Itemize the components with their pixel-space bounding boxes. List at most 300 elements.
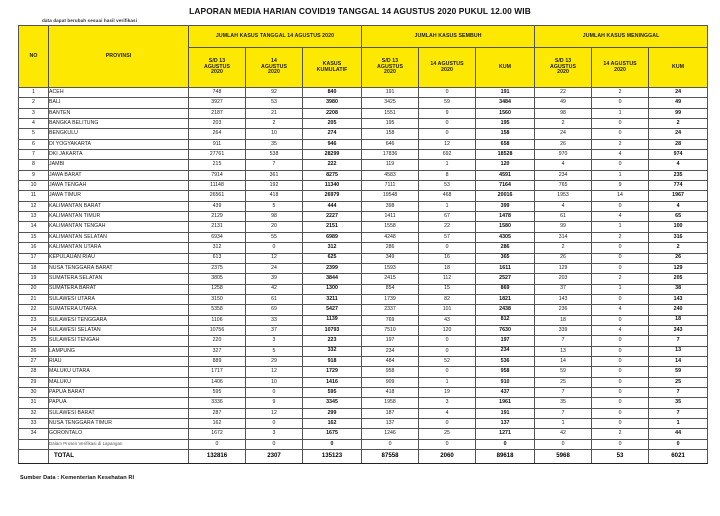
cell-value: 92 (246, 88, 303, 98)
cell-provinsi: KALIMANTAN TIMUR (49, 212, 189, 222)
cell-value: 0 (592, 346, 649, 356)
cell-no (19, 439, 49, 449)
cell-value: 235 (649, 170, 708, 180)
source-note: Sumber Data : Kementerian Kesehatan RI (20, 475, 135, 482)
cell-value: 35 (535, 398, 592, 408)
sub-column-header-3: S/D 13 AGUSTUS 2020 (362, 48, 419, 88)
cell-value: 234 (476, 346, 535, 356)
cell-value: 0 (303, 439, 362, 449)
cell-value: 274 (303, 129, 362, 139)
cell-no: 5 (19, 129, 49, 139)
cell-value: 1560 (476, 108, 535, 118)
cell-total: 2307 (246, 450, 303, 464)
cell-value: 38 (649, 284, 708, 294)
cell-value: 15 (419, 284, 476, 294)
cell-value: 484 (362, 356, 419, 366)
cell-total: 2060 (419, 450, 476, 464)
cell-value: 349 (362, 253, 419, 263)
cell-value: 1 (592, 108, 649, 118)
cell-value: 55 (246, 232, 303, 242)
cell-value: 4 (592, 305, 649, 315)
table-row (19, 170, 708, 180)
cell-provinsi: PAPUA BARAT (49, 387, 189, 397)
sub-column-header-1: 14 AGUSTUS 2020 (246, 48, 303, 88)
cell-value: 222 (303, 160, 362, 170)
cell-value: 129 (649, 263, 708, 273)
cell-value: 18 (419, 263, 476, 273)
cell-value: 3805 (189, 274, 246, 284)
cell-value: 120 (419, 325, 476, 335)
sub-column-header-5: KUM (476, 48, 535, 88)
cell-value: 42 (535, 429, 592, 439)
table-row (19, 98, 708, 108)
cell-no: 29 (19, 377, 49, 387)
cell-value: 191 (362, 88, 419, 98)
cell-value: 215 (189, 160, 246, 170)
cell-value: 158 (362, 129, 419, 139)
cell-value: 0 (649, 439, 708, 449)
cell-value: 418 (362, 387, 419, 397)
cell-no: 24 (19, 325, 49, 335)
cell-value: 958 (476, 367, 535, 377)
cell-value: 18 (535, 315, 592, 325)
cell-value: 2 (535, 119, 592, 129)
cell-no: 18 (19, 263, 49, 273)
cell-value: 82 (419, 294, 476, 304)
cell-value: 0 (419, 346, 476, 356)
cell-value: 2 (246, 119, 303, 129)
table-row (19, 325, 708, 335)
cell-value: 192 (246, 181, 303, 191)
table-row (19, 419, 708, 429)
cell-value: 0 (592, 367, 649, 377)
cell-value: 2337 (362, 305, 419, 315)
table-row (19, 232, 708, 242)
cell-value: 7111 (362, 181, 419, 191)
cell-value: 98 (535, 108, 592, 118)
cell-value: 2 (592, 429, 649, 439)
cell-no: 15 (19, 232, 49, 242)
cell-value: 28 (649, 139, 708, 149)
cell-value: 0 (476, 439, 535, 449)
cell-value: 57 (419, 232, 476, 242)
cell-value: 25 (535, 377, 592, 387)
cell-value: 52 (419, 356, 476, 366)
cell-value: 1271 (476, 429, 535, 439)
cell-value: 365 (476, 253, 535, 263)
cell-provinsi: MALUKU UTARA (49, 367, 189, 377)
cell-provinsi: JAWA BARAT (49, 170, 189, 180)
cell-value: 439 (189, 201, 246, 211)
table-row (19, 377, 708, 387)
cell-value: 9 (246, 398, 303, 408)
cell-value: 0 (592, 119, 649, 129)
cell-value: 14 (649, 356, 708, 366)
cell-value: 2527 (476, 274, 535, 284)
cell-value: 0 (592, 294, 649, 304)
cell-value: 9 (419, 108, 476, 118)
cell-value: 3927 (189, 98, 246, 108)
cell-no (19, 450, 49, 464)
cell-value: 3336 (189, 398, 246, 408)
cell-value: 26 (649, 253, 708, 263)
cell-value: 61 (246, 294, 303, 304)
cell-value: 748 (189, 88, 246, 98)
cell-value: 0 (419, 119, 476, 129)
cell-value: 1300 (303, 284, 362, 294)
sub-column-header-6: S/D 13 AGUSTUS 2020 (535, 48, 592, 88)
cell-value: 5358 (189, 305, 246, 315)
cell-value: 1611 (476, 263, 535, 273)
cell-value: 1 (592, 170, 649, 180)
cell-no: 6 (19, 139, 49, 149)
cell-value: 234 (535, 170, 592, 180)
cell-value: 0 (419, 367, 476, 377)
cell-no: 11 (19, 191, 49, 201)
cell-value: 299 (303, 408, 362, 418)
cell-value: 0 (592, 243, 649, 253)
cell-value: 39 (246, 274, 303, 284)
cell-value: 1672 (189, 429, 246, 439)
cell-value: 974 (649, 150, 708, 160)
cell-value: 2415 (362, 274, 419, 284)
cell-value: 16 (419, 253, 476, 263)
cell-value: 7 (649, 336, 708, 346)
cell-value: 4 (419, 408, 476, 418)
cell-value: 1967 (649, 191, 708, 201)
cell-value: 1717 (189, 367, 246, 377)
cell-value: 26 (535, 139, 592, 149)
cell-value: 0 (246, 439, 303, 449)
cell-value: 0 (592, 439, 649, 449)
cell-total: 87558 (362, 450, 419, 464)
cell-value: 7 (246, 160, 303, 170)
cell-value: 4248 (362, 232, 419, 242)
cell-value: 191 (476, 408, 535, 418)
cell-value: 4 (535, 160, 592, 170)
cell-no: 8 (19, 160, 49, 170)
sub-column-header-8: KUM (649, 48, 708, 88)
cell-value: 0 (592, 408, 649, 418)
cell-value: 0 (189, 439, 246, 449)
cell-value: 195 (362, 119, 419, 129)
cell-total: 53 (592, 450, 649, 464)
cell-value: 0 (592, 98, 649, 108)
cell-value: 1246 (362, 429, 419, 439)
cell-value: 197 (476, 336, 535, 346)
cell-provinsi: SULAWESI SELATAN (49, 325, 189, 335)
cell-value: 44 (649, 429, 708, 439)
cell-value: 0 (592, 419, 649, 429)
cell-value: 19 (419, 387, 476, 397)
table-row (19, 253, 708, 263)
cell-value: 205 (303, 119, 362, 129)
group-header-kasus: JUMLAH KASUS TANGGAL 14 AGUSTUS 2020 (189, 26, 362, 48)
table-header (19, 26, 708, 88)
cell-value: 1 (592, 284, 649, 294)
cell-value: 4 (649, 160, 708, 170)
cell-value: 9 (592, 181, 649, 191)
cell-value: 22 (535, 88, 592, 98)
cell-no: 25 (19, 336, 49, 346)
cell-value: 812 (476, 315, 535, 325)
cell-value: 13 (649, 346, 708, 356)
cell-provinsi: SULAWESI BARAT (49, 408, 189, 418)
table-row (19, 274, 708, 284)
cell-value: 53 (246, 98, 303, 108)
cell-no: 27 (19, 356, 49, 366)
cell-value: 0 (419, 419, 476, 429)
cell-value: 2208 (303, 108, 362, 118)
cell-value: 0 (419, 336, 476, 346)
cell-no: 4 (19, 119, 49, 129)
cell-value: 4 (535, 201, 592, 211)
cell-value: 12 (246, 408, 303, 418)
cell-provinsi: SULAWESI TENGAH (49, 336, 189, 346)
cell-value: 2438 (476, 305, 535, 315)
table-row (19, 429, 708, 439)
cell-no: 7 (19, 150, 49, 160)
cell-value: 0 (592, 336, 649, 346)
cell-value: 1411 (362, 212, 419, 222)
table-row (19, 160, 708, 170)
cell-value: 0 (592, 263, 649, 273)
cell-provinsi: JAMBI (49, 160, 189, 170)
cell-value: 143 (535, 294, 592, 304)
cell-provinsi: KALIMANTAN BARAT (49, 201, 189, 211)
cell-value: 2 (592, 232, 649, 242)
cell-value: 1406 (189, 377, 246, 387)
cell-no: 34 (19, 429, 49, 439)
cell-value: 0 (419, 129, 476, 139)
cell-value: 286 (476, 243, 535, 253)
cell-value: 3150 (189, 294, 246, 304)
cell-value: 1 (419, 377, 476, 387)
cell-value: 854 (362, 284, 419, 294)
cell-value: 12 (246, 367, 303, 377)
cell-value: 4583 (362, 170, 419, 180)
cell-value: 59 (649, 367, 708, 377)
cell-value: 7 (649, 408, 708, 418)
cell-value: 1 (535, 419, 592, 429)
cell-value: 65 (649, 212, 708, 222)
table-row (19, 191, 708, 201)
cell-value: 191 (476, 88, 535, 98)
cell-provinsi: JAWA TENGAH (49, 181, 189, 191)
cell-value: 35 (649, 398, 708, 408)
cell-value: 7 (535, 387, 592, 397)
cell-value: 21 (246, 108, 303, 118)
table-row (19, 119, 708, 129)
table-row (19, 284, 708, 294)
cell-no: 19 (19, 274, 49, 284)
cell-value: 1958 (362, 398, 419, 408)
page-title: LAPORAN MEDIA HARIAN COVID19 TANGGAL 14 AGUSTUS 2020 PUKUL 12.00 WIB (189, 6, 531, 16)
cell-value: 99 (649, 108, 708, 118)
cell-value: 946 (303, 139, 362, 149)
cell-value: 29 (246, 356, 303, 366)
cell-value: 0 (592, 129, 649, 139)
cell-value: 13 (535, 346, 592, 356)
cell-value: 286 (362, 243, 419, 253)
cell-value: 7 (535, 408, 592, 418)
cell-value: 7630 (476, 325, 535, 335)
cell-value: 20 (246, 222, 303, 232)
total-label: TOTAL (49, 450, 189, 464)
cell-value: 4 (649, 201, 708, 211)
cell-value: 911 (189, 139, 246, 149)
cell-provinsi: KALIMANTAN SELATAN (49, 232, 189, 242)
cell-value: 2187 (189, 108, 246, 118)
verification-note: data dapat berubah sesuai hasil verifikasi (42, 18, 138, 23)
cell-value: 3425 (362, 98, 419, 108)
cell-value: 1551 (362, 108, 419, 118)
cell-no: 23 (19, 315, 49, 325)
cell-no: 31 (19, 398, 49, 408)
cell-value: 0 (419, 439, 476, 449)
cell-value: 0 (362, 439, 419, 449)
cell-value: 223 (303, 336, 362, 346)
table-body (19, 88, 708, 464)
cell-provinsi: SUMATERA UTARA (49, 305, 189, 315)
group-header-sembuh: JUMLAH KASUS SEMBUH (362, 26, 535, 48)
table-row (19, 398, 708, 408)
cell-no: 17 (19, 253, 49, 263)
cell-value: 11340 (303, 181, 362, 191)
cell-provinsi: SUMATERA BARAT (49, 284, 189, 294)
cell-value: 49 (535, 98, 592, 108)
cell-value: 42 (246, 284, 303, 294)
cell-value: 67 (419, 212, 476, 222)
cell-value: 53 (419, 181, 476, 191)
cell-value: 8 (419, 170, 476, 180)
cell-value: 2375 (189, 263, 246, 273)
cell-provinsi: RIAU (49, 356, 189, 366)
cell-value: 129 (535, 263, 592, 273)
cell-provinsi: DKI JAKARTA (49, 150, 189, 160)
cell-value: 1258 (189, 284, 246, 294)
cell-value: 5427 (303, 305, 362, 315)
cell-value: 112 (419, 274, 476, 284)
sub-column-header-4: 14 AGUSTUS 2020 (419, 48, 476, 88)
cell-value: 187 (362, 408, 419, 418)
table-row (19, 346, 708, 356)
cell-provinsi: Dalam Proses Verifikasi di Lapangan (49, 439, 189, 449)
table-row (19, 201, 708, 211)
cell-value: 236 (535, 305, 592, 315)
cell-value: 27761 (189, 150, 246, 160)
cell-provinsi: JAWA TIMUR (49, 191, 189, 201)
cell-value: 24 (649, 129, 708, 139)
cell-value: 1961 (476, 398, 535, 408)
cell-no: 33 (19, 419, 49, 429)
cell-value: 22 (419, 222, 476, 232)
cell-value: 869 (476, 284, 535, 294)
cell-value: 0 (592, 160, 649, 170)
cell-value: 316 (649, 232, 708, 242)
cell-value: 910 (476, 377, 535, 387)
cell-value: 970 (535, 150, 592, 160)
cell-value: 240 (649, 305, 708, 315)
cell-value: 1821 (476, 294, 535, 304)
cell-value: 3 (246, 429, 303, 439)
cell-value: 25 (419, 429, 476, 439)
cell-value: 0 (592, 387, 649, 397)
cell-value: 7164 (476, 181, 535, 191)
cell-value: 119 (362, 160, 419, 170)
cell-value: 28299 (303, 150, 362, 160)
cell-value: 1 (649, 419, 708, 429)
cell-no: 20 (19, 284, 49, 294)
cell-value: 162 (189, 419, 246, 429)
cell-value: 26979 (303, 191, 362, 201)
cell-value: 11148 (189, 181, 246, 191)
cell-value: 195 (476, 119, 535, 129)
table-row (19, 305, 708, 315)
cell-value: 0 (592, 201, 649, 211)
cell-value: 312 (189, 243, 246, 253)
cell-value: 3211 (303, 294, 362, 304)
cell-value: 774 (649, 181, 708, 191)
cell-no: 21 (19, 294, 49, 304)
cell-value: 536 (476, 356, 535, 366)
cell-provinsi: SULAWESI TENGGARA (49, 315, 189, 325)
table-row-total (19, 450, 708, 464)
cell-value: 99 (535, 222, 592, 232)
cell-value: 2 (592, 274, 649, 284)
cell-total: 89618 (476, 450, 535, 464)
cell-value: 1729 (303, 367, 362, 377)
cell-value: 1739 (362, 294, 419, 304)
cell-value: 765 (535, 181, 592, 191)
cell-provinsi: KALIMANTAN UTARA (49, 243, 189, 253)
cell-value: 3 (419, 398, 476, 408)
cell-value: 4591 (476, 170, 535, 180)
cell-provinsi: ACEH (49, 88, 189, 98)
cell-value: 59 (535, 367, 592, 377)
cell-value: 538 (246, 150, 303, 160)
sub-column-header-7: 14 AGUSTUS 2020 (592, 48, 649, 88)
cell-value: 2 (649, 243, 708, 253)
cell-value: 69 (246, 305, 303, 315)
cell-value: 61 (535, 212, 592, 222)
table-row (19, 356, 708, 366)
cell-value: 1 (592, 222, 649, 232)
cell-value: 444 (303, 201, 362, 211)
cell-no: 28 (19, 367, 49, 377)
cell-total: 135123 (303, 450, 362, 464)
table-row (19, 212, 708, 222)
cell-value: 595 (189, 387, 246, 397)
cell-value: 7 (535, 336, 592, 346)
cell-value: 2227 (303, 212, 362, 222)
cell-value: 0 (246, 419, 303, 429)
cell-no: 3 (19, 108, 49, 118)
cell-value: 1580 (476, 222, 535, 232)
table-row (19, 408, 708, 418)
cell-value: 3345 (303, 398, 362, 408)
cell-value: 0 (592, 315, 649, 325)
cell-value: 468 (419, 191, 476, 201)
cell-value: 14 (592, 191, 649, 201)
table-row (19, 315, 708, 325)
cell-value: 43 (419, 315, 476, 325)
cell-provinsi: SULAWESI UTARA (49, 294, 189, 304)
cell-value: 10 (246, 129, 303, 139)
cell-no: 10 (19, 181, 49, 191)
cell-value: 3 (246, 336, 303, 346)
cell-value: 1478 (476, 212, 535, 222)
